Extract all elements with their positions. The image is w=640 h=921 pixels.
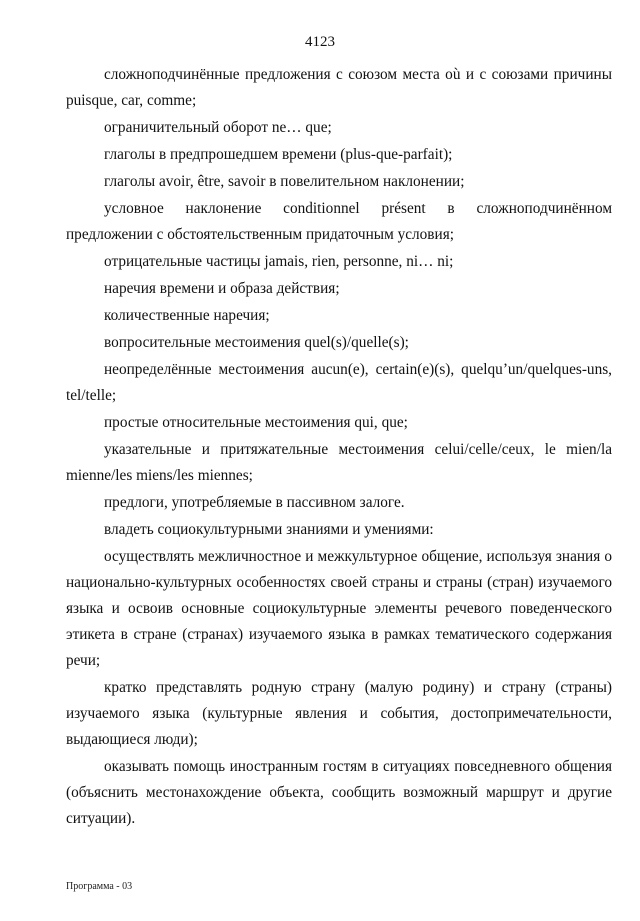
paragraph: глаголы в предпрошедшем времени (plus-que-parfait); xyxy=(104,146,453,163)
paragraph: ограничительный оборот ne… que; xyxy=(104,119,332,136)
paragraph: количественные наречия; xyxy=(104,307,270,324)
paragraph: осуществлять межличностное и межкультурное общение, используя знания о национально-культурных особенностях своей страны и страны (стран) изучаемого языка и освоив основные социокультурные элементы речевого поведенческого этикета в стране (странах) изучаемого языка в рамках тематического содержания речи; xyxy=(66,548,612,669)
paragraph: глаголы avoir, être, savoir в повелительном наклонении; xyxy=(104,173,465,190)
paragraph: сложноподчинённые предложения с союзом места où и с союзами причины puisque, car, comme; xyxy=(66,66,612,109)
paragraph: наречия времени и образа действия; xyxy=(104,280,340,297)
paragraph: условное наклонение conditionnel présent в сложноподчинённом предложении с обстоятельственным придаточным условия; xyxy=(66,200,612,243)
body-text xyxy=(66,62,612,833)
page-number: 4123 xyxy=(305,34,335,50)
paragraph: оказывать помощь иностранным гостям в ситуациях повседневного общения (объяснить местонахождение объекта, сообщить возможный маршрут и другие ситуации). xyxy=(66,758,612,827)
paragraph: простые относительные местоимения qui, que; xyxy=(104,414,408,431)
paragraph: неопределённые местоимения aucun(e), certain(e)(s), quelqu’un/quelques-uns, tel/telle; xyxy=(66,361,612,404)
paragraph: указательные и притяжательные местоимения celui/celle/ceux, le mien/la mienne/les miens/les miennes; xyxy=(66,441,612,484)
paragraph: предлоги, употребляемые в пассивном залоге. xyxy=(104,494,405,511)
footer-label: Программа - 03 xyxy=(66,881,133,892)
paragraph: кратко представлять родную страну (малую родину) и страну (страны) изучаемого языка (культурные явления и события, достопримечательности, выдающиеся люди); xyxy=(66,679,612,748)
paragraph: отрицательные частицы jamais, rien, personne, ni… ni; xyxy=(104,253,454,270)
paragraph: владеть социокультурными знаниями и умениями: xyxy=(104,521,434,538)
paragraph: вопросительные местоимения quel(s)/quelle(s); xyxy=(104,334,409,351)
